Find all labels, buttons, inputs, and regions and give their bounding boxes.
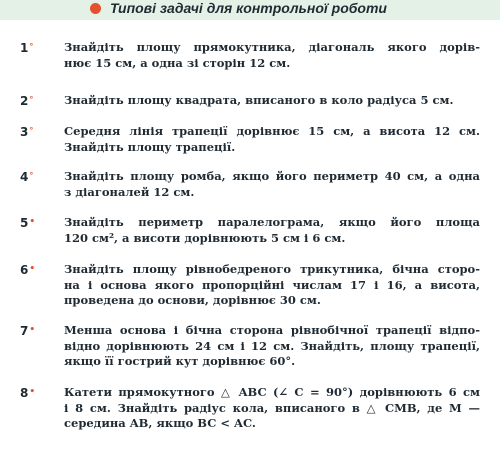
level-mark-icon: ° — [29, 95, 34, 104]
level-mark-icon: • — [29, 325, 36, 335]
task-number: 6• — [20, 263, 36, 277]
task-number: 5• — [20, 216, 36, 230]
task-text: Знайдіть площу прямокутника, діагональ якого дорів- нює 15 см, а одна зі сторін 12 см. — [64, 40, 480, 70]
task-number: 7• — [20, 324, 36, 338]
bullet-dot-icon — [90, 3, 101, 14]
task-text: Знайдіть площу квадрата, вписаного в коло радіуса 5 см. — [64, 93, 454, 107]
level-mark-icon: • — [29, 264, 36, 274]
task-number: 4° — [20, 170, 34, 184]
task-number: 1° — [20, 41, 34, 55]
level-mark-icon: • — [29, 387, 36, 397]
task-text: Знайдіть площу ромба, якщо його периметр 40 см, а одна з діагоналей 12 см. — [64, 169, 480, 199]
task-number: 3° — [20, 125, 34, 139]
level-mark-icon: ° — [29, 126, 34, 135]
level-mark-icon: ° — [29, 42, 34, 51]
section-header — [0, 0, 500, 20]
level-mark-icon: • — [29, 217, 36, 227]
task-number: 8• — [20, 386, 36, 400]
task-text: Середня лінія трапеції дорівнює 15 см, а висота 12 см. Знайдіть площу трапеції. — [64, 124, 480, 154]
section-title: Типові задачі для контрольної роботи — [110, 0, 387, 16]
task-text: Менша основа і бічна сторона рівнобічної трапеції відпо- відно дорівнюють 24 см і 12 см. Знайдіть, площу трапеції, якщо її гострий кут дорівнює 60°. — [64, 323, 480, 368]
level-mark-icon: ° — [29, 171, 34, 180]
task-text: Знайдіть площу рівнобедреного трикутника, бічна сторо- на і основа якого пропорційні числам 17 і 16, а висота, проведена до основи, дорівнює 30 см. — [64, 262, 480, 307]
task-number: 2° — [20, 94, 34, 108]
task-text: Знайдіть периметр паралелограма, якщо його площа 120 см², а висоти дорівнюють 5 см і 6 см. — [64, 215, 480, 245]
task-text: Катети прямокутного △ ABC (∠ C = 90°) дорівнюють 6 см і 8 см. Знайдіть радіус кола, вписаного в △ CMB, де M — середина AB, якщо BC < AC. — [64, 385, 480, 430]
